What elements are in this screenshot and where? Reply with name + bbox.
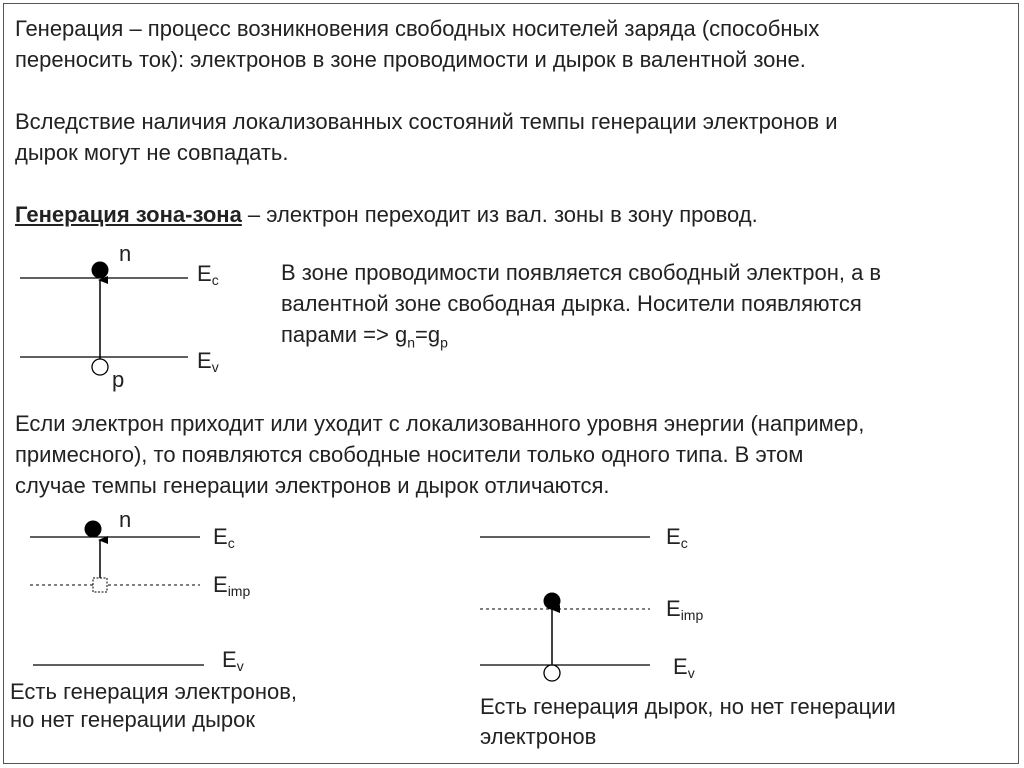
caption-hole-generation-line-2: электронов [480,724,597,749]
localized-states-line-2: дырок могут не совпадать. [15,140,289,165]
hole-circle [92,359,108,375]
pair-generation-equals: =g [415,322,441,347]
eimp-label: $E_{imp}$ [213,572,251,599]
hole-label-p: p [112,367,125,392]
pair-generation-line-1: В зоне проводимости появляется свободный электрон, а в [281,260,882,285]
pair-generation-line-2: валентной зоне свободная дырка. Носители появляются [281,291,862,316]
diagram-electron-generation [30,521,204,666]
ev-label: $E_v$ [222,647,244,674]
band-to-band-term: Генерация зона-зона [15,202,242,227]
ev-label: $E_v$ [673,654,695,681]
electron-label-n: n [119,241,132,266]
impurity-generation-line-1: Если электрон приходит или уходит с локализованного уровня энергии (например, [15,411,865,436]
band-to-band-description: – электрон переходит из вал. зоны в зону провод. [241,202,758,227]
electron-dot [544,593,561,610]
gn-subscript: n [407,334,415,351]
caption-hole-generation-line-1: Есть генерация дырок, но нет генерации [480,694,896,719]
hole-circle [544,665,560,681]
eimp-label: $E_{imp}$ [666,596,704,623]
ec-label: $E_c$ [666,524,688,551]
caption-electron-generation-line-1: Есть генерация электронов, [10,679,298,704]
impurity-generation-line-2: примесного), то появляются свободные носители только одного типа. В этом [15,442,804,467]
impurity-generation-line-3: случае темпы генерации электронов и дырок отличаются. [15,473,610,498]
impurity-state-square [93,578,107,592]
localized-states-line-1: Вследствие наличия локализованных состояний темпы генерации электронов и [15,109,838,134]
diagram-hole-generation [480,537,650,681]
ec-label: $E_c$ [213,524,235,551]
electron-label-n: n [119,507,132,532]
diagram-band-to-band [20,262,188,376]
electron-dot [92,262,109,279]
ev-label: $E_v$ [197,348,219,375]
definition-line-1: Генерация – процесс возникновения свободных носителей заряда (способных [15,16,820,41]
caption-electron-generation-line-2: но нет генерации дырок [10,707,256,732]
pair-generation-prefix: парами => g [281,322,408,347]
definition-line-2: переносить ток): электронов в зоне проводимости и дырок в валентной зоне. [15,47,806,72]
gp-subscript: p [440,334,448,351]
ec-label: $E_c$ [197,261,219,288]
electron-dot [85,521,102,538]
